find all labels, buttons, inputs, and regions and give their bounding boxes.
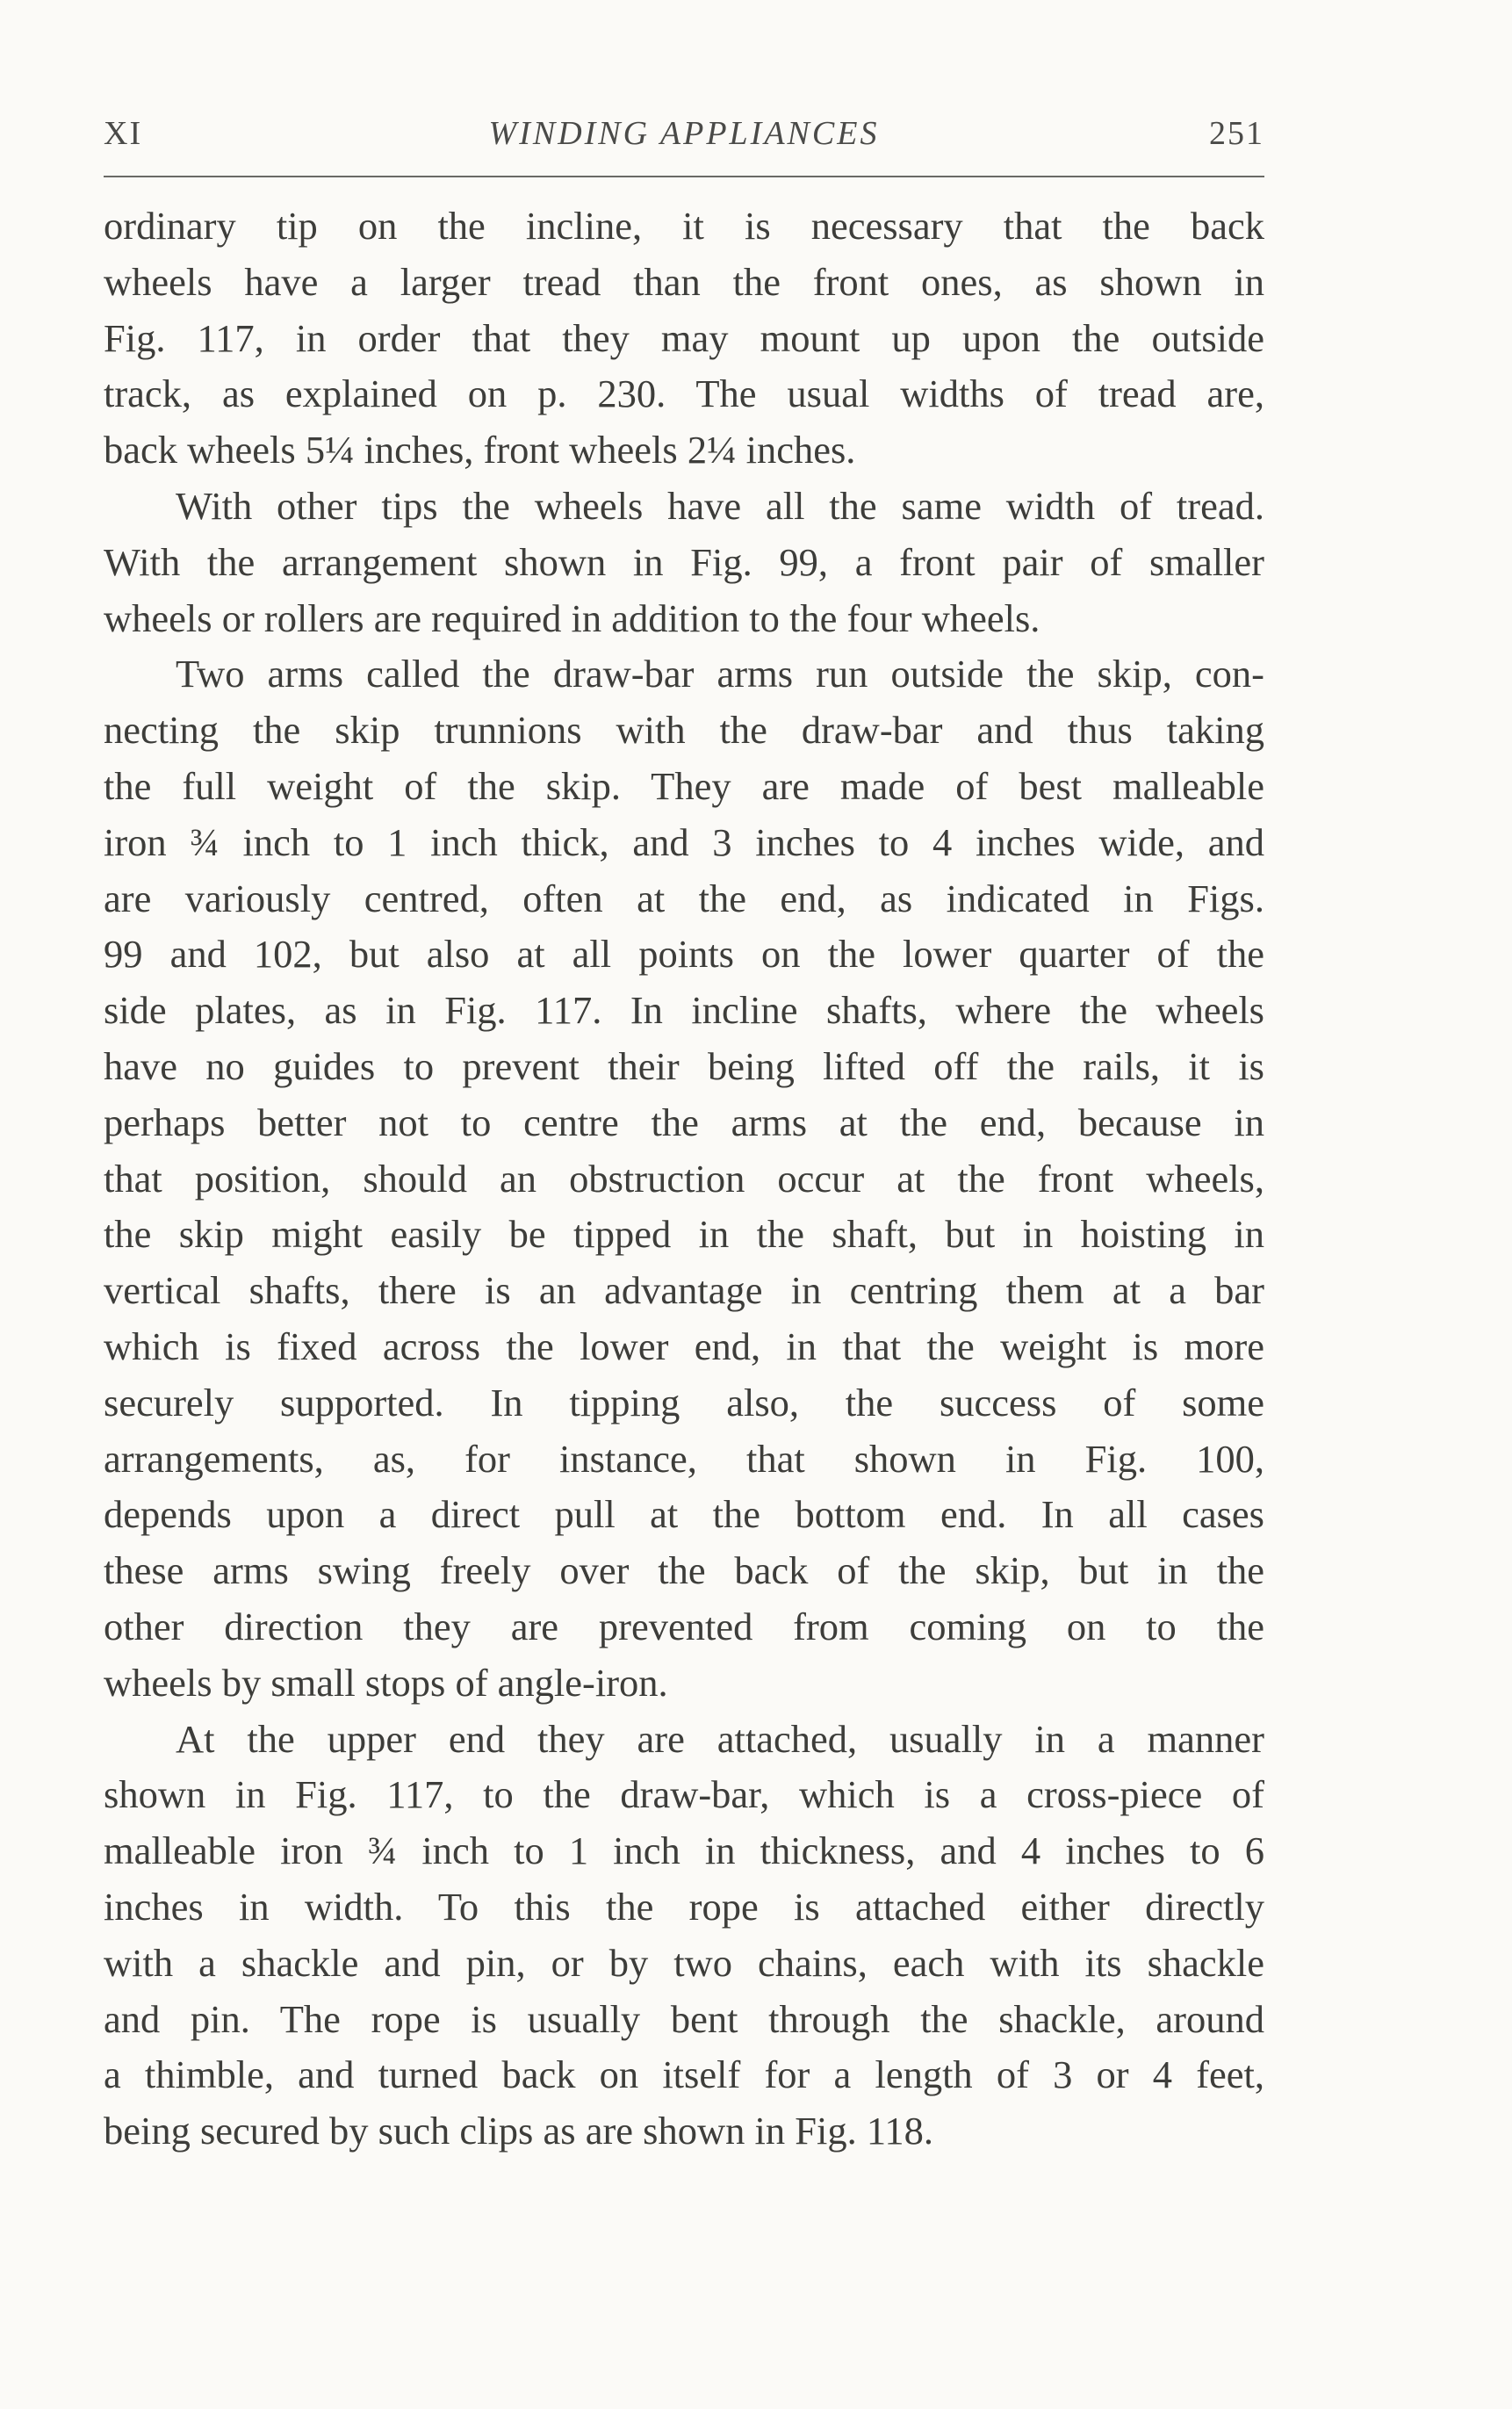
text-line: Fig. 117, in order that they may mount up upon the outside <box>104 315 1264 360</box>
text-line: have no guides to prevent their being lifted off the rails, it is <box>104 1043 1264 1088</box>
paragraph-2 <box>104 479 1264 646</box>
text-line: are variously centred, often at the end, as indicated in Figs. <box>104 876 1264 920</box>
text-line: track, as explained on p. 230. The usual widths of tread are, <box>104 371 1264 416</box>
text-line: arrangements, as, for instance, that shown in Fig. 100, <box>104 1436 1264 1481</box>
text-line: With the arrangement shown in Fig. 99, a front pair of smaller <box>104 539 1264 584</box>
paragraph-1 <box>104 198 1264 479</box>
text-line: necting the skip trunnions with the draw-bar and thus taking <box>104 708 1264 753</box>
text-line: the full weight of the skip. They are made of best malleable <box>104 763 1264 808</box>
paragraph-4 <box>104 1712 1264 2160</box>
text-line: depends upon a direct pull at the bottom end. In all cases <box>104 1492 1264 1537</box>
text-line: inches in width. To this the rope is attached either directly <box>104 1884 1264 1929</box>
page-number: 251 <box>1209 115 1264 152</box>
text-line: ordinary tip on the incline, it is necessary that the back <box>104 204 1264 248</box>
text-line: 99 and 102, but also at all points on the lower quarter of the <box>104 932 1264 977</box>
body-text <box>104 198 1264 2160</box>
text-line: malleable iron ¾ inch to 1 inch in thickness, and 4 inches to 6 <box>104 1828 1264 1873</box>
chapter-number: XI <box>104 115 143 152</box>
text-line: securely supported. In tipping also, the success of some <box>104 1380 1264 1424</box>
text-line: vertical shafts, there is an advantage in centring them at a bar <box>104 1268 1264 1313</box>
paragraph-3 <box>104 646 1264 1711</box>
text-line: with a shackle and pin, or by two chains, each with its shackle <box>104 1940 1264 1985</box>
text-line: side plates, as in Fig. 117. In incline shafts, where the wheels <box>104 988 1264 1033</box>
text-line: these arms swing freely over the back of the skip, but in the <box>104 1548 1264 1593</box>
header-rule <box>104 176 1264 177</box>
text-line: that position, should an obstruction occur at the front wheels, <box>104 1156 1264 1201</box>
text-line: wheels have a larger tread than the front ones, as shown in <box>104 259 1264 304</box>
text-line: back wheels 5¼ inches, front wheels 2¼ inches. <box>104 428 856 472</box>
text-line: the skip might easily be tipped in the shaft, but in hoisting in <box>104 1212 1264 1257</box>
text-line: Two arms called the draw-bar arms run outside the skip, con- <box>176 652 1264 696</box>
text-line: wheels by small stops of angle-iron. <box>104 1660 668 1705</box>
text-line: At the upper end they are attached, usually in a manner <box>176 1716 1264 1761</box>
text-line: wheels or rollers are required in addition to the four wheels. <box>104 595 1040 640</box>
text-line: being secured by such clips as are shown in Fig. 118. <box>104 2109 934 2153</box>
chapter-title: WINDING APPLIANCES <box>488 115 880 152</box>
text-line: With other tips the wheels have all the same width of tread. <box>176 483 1264 528</box>
text-line: and pin. The rope is usually bent through the shackle, around <box>104 1996 1264 2041</box>
running-head <box>104 114 1264 158</box>
text-line: a thimble, and turned back on itself for a length of 3 or 4 feet, <box>104 2052 1264 2097</box>
text-line: iron ¾ inch to 1 inch thick, and 3 inches to 4 inches wide, and <box>104 819 1264 864</box>
text-line: perhaps better not to centre the arms at the end, because in <box>104 1100 1264 1144</box>
text-line: shown in Fig. 117, to the draw-bar, which is a cross-piece of <box>104 1772 1264 1817</box>
text-line: which is fixed across the lower end, in that the weight is more <box>104 1324 1264 1368</box>
text-line: other direction they are prevented from coming on to the <box>104 1604 1264 1648</box>
